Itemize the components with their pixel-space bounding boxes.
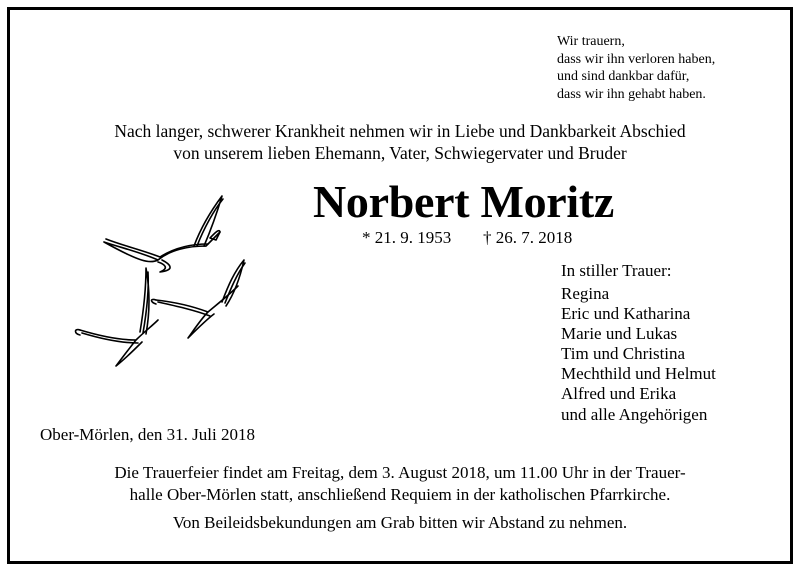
quote-line: dass wir ihn verloren haben, <box>557 51 716 67</box>
quote-line: Wir trauern, <box>557 34 625 49</box>
quote-line: und sind dankbar dafür, <box>557 69 690 84</box>
death-date: † 26. 7. 2018 <box>483 228 573 247</box>
quote-block <box>557 33 715 103</box>
mourner-name: Regina <box>561 284 610 303</box>
intro-line: von unserem lieben Ehemann, Vater, Schwiegervater und Bruder <box>173 143 627 163</box>
funeral-line: Die Trauerfeier findet am Freitag, dem 3. August 2018, um 11.00 Uhr in der Trauer- <box>114 463 686 482</box>
mourners-list <box>561 284 716 425</box>
birth-date: * 21. 9. 1953 <box>362 228 452 247</box>
place-date: Ober-Mörlen, den 31. Juli 2018 <box>40 425 255 444</box>
mourning-heading: In stiller Trauer: <box>561 261 672 280</box>
intro-line: Nach langer, schwerer Krankheit nehmen wir in Liebe und Dankbarkeit Abschied <box>114 121 686 141</box>
intro-text <box>0 120 800 164</box>
quote-line: dass wir ihn gehabt haben. <box>557 86 706 102</box>
deceased-name: Norbert Moritz <box>313 176 615 227</box>
mourner-name: Eric und Katharina <box>561 304 691 324</box>
funeral-line: halle Ober-Mörlen statt, anschließend Requiem in der katholischen Pfarrkirche. <box>129 485 671 504</box>
mourner-name: Mechthild und Helmut <box>561 364 716 384</box>
funeral-line: Von Beileidsbekundungen am Grab bitten wir Abstand zu nehmen. <box>172 513 628 532</box>
flying-birds-icon <box>70 190 260 380</box>
mourner-name: Marie und Lukas <box>561 324 678 344</box>
mourner-name: Alfred und Erika <box>561 384 677 404</box>
mourner-name: Tim und Christina <box>561 344 686 364</box>
funeral-info <box>0 462 800 534</box>
mourner-name: und alle Angehörigen <box>561 404 708 424</box>
